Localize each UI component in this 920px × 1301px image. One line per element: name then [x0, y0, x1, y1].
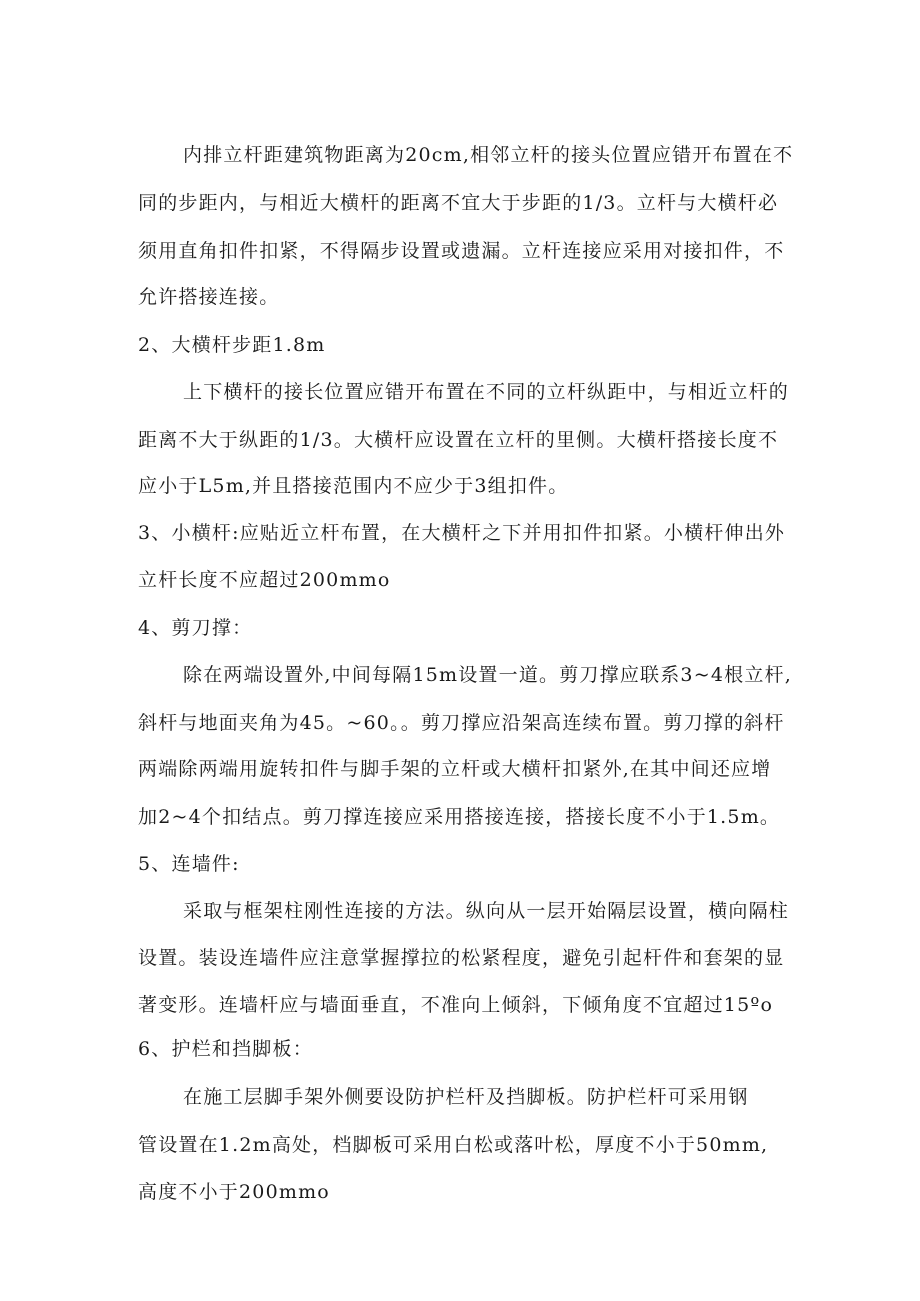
text-line: 内排立杆距建筑物距离为20cm,相邻立杆的接头位置应错开布置在不	[183, 144, 794, 166]
text-line: 高度不小于200mmo	[138, 1181, 330, 1203]
text-line: 斜杆与地面夹角为45。~60。。剪刀撑应沿架高连续布置。剪刀撑的斜杆	[138, 712, 785, 734]
text-line: 除在两端设置外,中间每隔15m设置一道。剪刀撑应联系3~4根立杆,	[183, 664, 792, 686]
section-heading: 3、小横杆:应贴近立杆布置，在大横杆之下并用扣件扣紧。小横杆伸出外	[138, 522, 786, 544]
section-heading: 4、剪刀撑：	[138, 617, 253, 639]
text-line: 采取与框架柱刚性连接的方法。纵向从一层开始隔层设置，横向隔柱	[183, 900, 790, 922]
text-line: 应小于L5m,并且搭接范围内不应少于3组扣件。	[138, 475, 569, 497]
text-line: 著变形。连墙杆应与墙面垂直，不准向上倾斜，下倾角度不宜超过15ºo	[138, 994, 774, 1016]
section-heading: 6、护栏和挡脚板：	[138, 1038, 313, 1060]
text-line: 须用直角扣件扣紧，不得隔步设置或遗漏。立杆连接应采用对接扣件，不	[138, 240, 785, 262]
text-line: 同的步距内，与相近大横杆的距离不宜大于步距的1/3。立杆与大横杆必	[138, 192, 779, 214]
section-heading: 2、大横杆步距1.8m	[138, 334, 326, 356]
section-heading: 5、连墙件:	[138, 853, 240, 875]
text-line: 立杆长度不应超过200mmo	[138, 569, 391, 591]
text-line: 上下横杆的接长位置应错开布置在不同的立杆纵距中，与相近立杆的	[183, 381, 790, 403]
text-line: 两端除两端用旋转扣件与脚手架的立杆或大横杆扣紧外,在其中间还应增	[138, 758, 772, 780]
text-line: 在施工层脚手架外侧要设防护栏杆及挡脚板。防护栏杆可采用钢	[183, 1086, 749, 1108]
text-line: 加2~4个扣结点。剪刀撑连接应采用搭接连接，搭接长度不小于1.5m。	[138, 806, 781, 828]
text-line: 距离不大于纵距的1/3。大横杆应设置在立杆的里侧。大横杆搭接长度不	[138, 429, 779, 451]
text-line: 管设置在1.2m高处，档脚板可采用白松或落叶松，厚度不小于50mm,	[138, 1134, 769, 1156]
text-line: 允许搭接连接。	[138, 286, 280, 308]
text-line: 设置。装设连墙件应注意掌握撑拉的松紧程度，避免引起杆件和套架的显	[138, 947, 785, 969]
